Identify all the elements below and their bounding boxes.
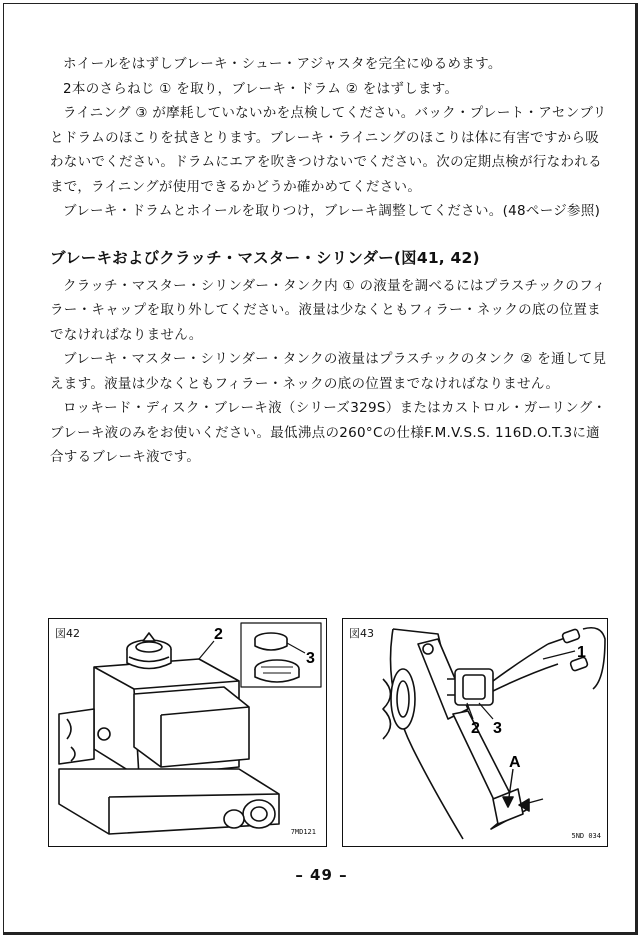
section-heading: ブレーキおよびクラッチ・マスター・シリンダー(図41, 42) — [50, 248, 480, 267]
figure-43-callout-1: 1 — [577, 644, 586, 661]
figure-42-label: 図42 — [55, 627, 80, 640]
paragraph-reinstall: ブレーキ・ドラムとホイールを取りつけ，ブレーキ調整してください。(48ページ参照) — [63, 203, 601, 219]
paragraph-brake-reservoir: ブレーキ・マスター・シリンダー・タンクの液量はプラスチックのタンク ② を通して見えます。液量は少なくともフィラー・ネックの底の位置までなければなりません。 — [50, 351, 607, 392]
figure-43-callout-2: 2 — [471, 720, 480, 737]
pedal-switch-illustration — [343, 619, 609, 848]
paragraph-lining-inspection: ライニング ③ が摩耗していないかを点検してください。バック・プレート・アセンブリとドラムのほこりを拭きとります。ブレーキ・ライニングのほこりは体に有害ですから吸わないでください。ドラムにエアを吹きつけないでください。次の定期点検が行なわれるまで，ライニングが使用できるかどうか確かめてください。 — [50, 105, 607, 195]
figure-43-label: 図43 — [349, 627, 374, 640]
figure-43-code: 5ND 034 — [571, 832, 601, 840]
paragraph-drum-removal: 2本のさらねじ ① を取り，ブレーキ・ドラム ② をはずします。 — [63, 80, 459, 97]
figure-42-code: 7MD121 — [290, 828, 316, 836]
master-cylinder-illustration — [49, 619, 328, 848]
paragraph-brake-fluid: ロッキード・ディスク・ブレーキ液（シリーズ329S）またはカストロル・ガーリング・ブレーキ液のみをお使いください。最低沸点の260°Cの仕様F.M.V.S.S. 116D.O.T.3に適合するブレーキ液です。 — [50, 400, 607, 465]
paragraph-clutch-reservoir: クラッチ・マスター・シリンダー・タンク内 ① の液量を調べるにはプラスチックのフィラー・キャップを取り外してください。液量は少なくともフィラー・ネックの底の位置までなければなりません。 — [50, 277, 606, 343]
figure-43-callout-3: 3 — [493, 720, 502, 737]
paragraph-wheel-removal: ホイールをはずしブレーキ・シュー・アジャスタを完全にゆるめます。 — [63, 56, 502, 72]
page-number: – 49 – — [295, 866, 348, 884]
figure-43 — [342, 618, 608, 847]
figure-43-callout-a: A — [509, 754, 521, 771]
figure-42-callout-3: 3 — [306, 650, 315, 667]
figure-42 — [48, 618, 327, 847]
figure-42-callout-2: 2 — [214, 626, 223, 643]
body-text — [50, 52, 610, 470]
